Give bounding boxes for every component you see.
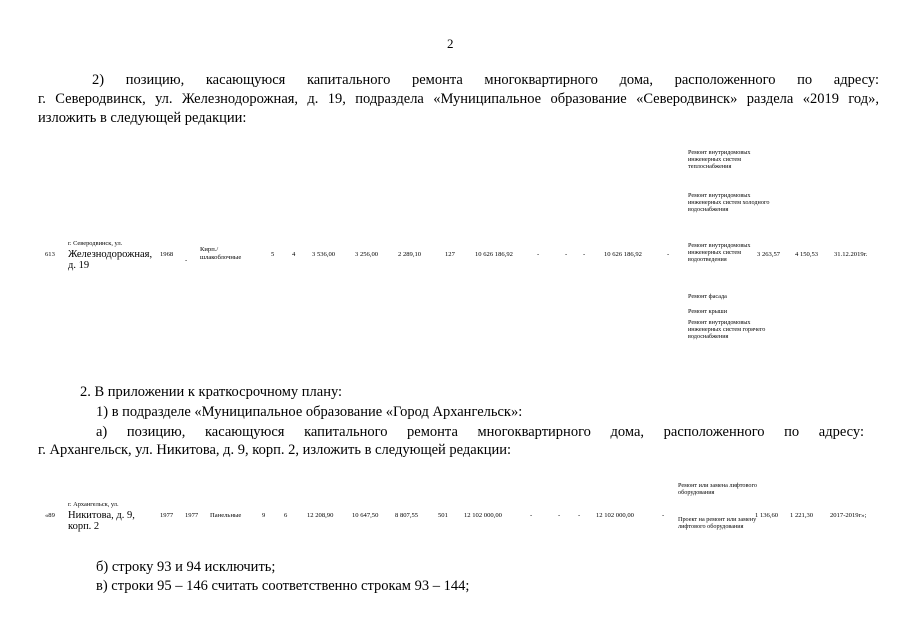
address-street: Железнодорожная, — [68, 249, 153, 260]
cost-dash-1: - — [530, 512, 533, 519]
wall-material-2: шлакоблочные — [200, 254, 242, 261]
area-residential: 8 807,55 — [395, 512, 419, 519]
work-item: Ремонт крыши — [688, 308, 728, 315]
year-built: 1977 — [160, 512, 174, 519]
total-area: 3 536,00 — [312, 251, 336, 258]
limit-cost: 1 221,30 — [790, 512, 814, 519]
address-house: д. 19 — [68, 260, 90, 271]
unit-cost: 1 136,60 — [755, 512, 779, 519]
area-premises: 3 256,00 — [355, 251, 379, 258]
work-item: Ремонт или замена лифтового оборудования — [678, 482, 757, 497]
work-item: Ремонт внутридомовых инженерных систем горячего водоснабжения — [688, 319, 766, 341]
year-repair: 1977 — [185, 512, 199, 519]
work-types-list — [678, 482, 758, 530]
section2-sub1: 1) в подразделе «Муниципальное образование «Город Архангельск»: — [96, 404, 523, 420]
intro-line-1: 2) позицию, касающуюся капитального ремонта многоквартирного дома, расположенного по адресу: — [92, 72, 879, 88]
address-city: г. Архангельск, ул. — [68, 501, 119, 508]
work-item: Ремонт внутридомовых инженерных систем водоотведения — [688, 242, 751, 264]
cost-owners: 10 626 186,92 — [604, 251, 642, 258]
work-item: Ремонт фасада — [688, 293, 727, 300]
intro-line-2: г. Северодвинск, ул. Железнодорожная, д. 19, подраздела «Муниципальное образование «Северодвинск» раздела «2019 год», — [38, 91, 879, 107]
year-built: 1968 — [160, 251, 174, 258]
area-residential: 2 289,10 — [398, 251, 422, 258]
cost-dash-2: - — [565, 251, 568, 258]
closing-v: в) строки 95 – 146 считать соответственно строкам 93 – 144; — [96, 578, 470, 594]
address-street: Никитова, д. 9, — [68, 510, 135, 521]
cost-dash-4: - — [667, 251, 670, 258]
cost-total: 12 102 000,00 — [464, 512, 502, 519]
address-house: корп. 2 — [68, 521, 100, 532]
wall-material: Панельные — [210, 512, 242, 519]
limit-cost: 4 150,53 — [795, 251, 819, 258]
residents: 127 — [445, 251, 455, 258]
unit-cost: 3 263,57 — [757, 251, 781, 258]
floors: 5 — [271, 251, 275, 258]
cost-dash-4: - — [662, 512, 665, 519]
page-number: 2 — [447, 36, 454, 51]
cost-owners: 12 102 000,00 — [596, 512, 634, 519]
cost-dash-3: - — [578, 512, 581, 519]
cost-dash-1: - — [537, 251, 540, 258]
cost-dash-2: - — [558, 512, 561, 519]
section2-heading: 2. В приложении к краткосрочному плану: — [80, 384, 343, 400]
year-repair: - — [185, 257, 188, 264]
cost-dash-3: - — [583, 251, 586, 258]
section2-a-line2: г. Архангельск, ул. Никитова, д. 9, корп. 2, изложить в следующей редакции: — [38, 442, 512, 458]
area-premises: 10 647,50 — [352, 512, 379, 519]
floors: 9 — [262, 512, 266, 519]
work-item: Ремонт внутридомовых инженерных систем холодного водоснабжения — [688, 192, 770, 214]
address-city: г. Северодвинск, ул. — [68, 240, 123, 247]
entrances: 4 — [292, 251, 296, 258]
deadline: 2017-2019г»; — [830, 512, 867, 519]
wall-material-1: Кирп./ — [200, 246, 219, 253]
section2-a-line1: а) позицию, касающуюся капитального ремонта многоквартирного дома, расположенного по адресу: — [96, 424, 864, 440]
deadline: 31.12.2019г. — [834, 251, 868, 258]
work-item: Проект на ремонт или замену лифтового оборудования — [678, 516, 757, 531]
closing-b: б) строку 93 и 94 исключить; — [96, 559, 276, 575]
work-types-list — [688, 149, 780, 341]
intro-line-3: изложить в следующей редакции: — [38, 110, 247, 126]
cost-total: 10 626 186,92 — [475, 251, 513, 258]
residents: 501 — [438, 512, 448, 519]
row-number: «89 — [45, 512, 55, 519]
row-number: 613 — [45, 251, 55, 258]
total-area: 12 208,90 — [307, 512, 334, 519]
work-item: Ремонт внутридомовых инженерных систем теплоснабжения — [688, 149, 751, 171]
entrances: 6 — [284, 512, 288, 519]
